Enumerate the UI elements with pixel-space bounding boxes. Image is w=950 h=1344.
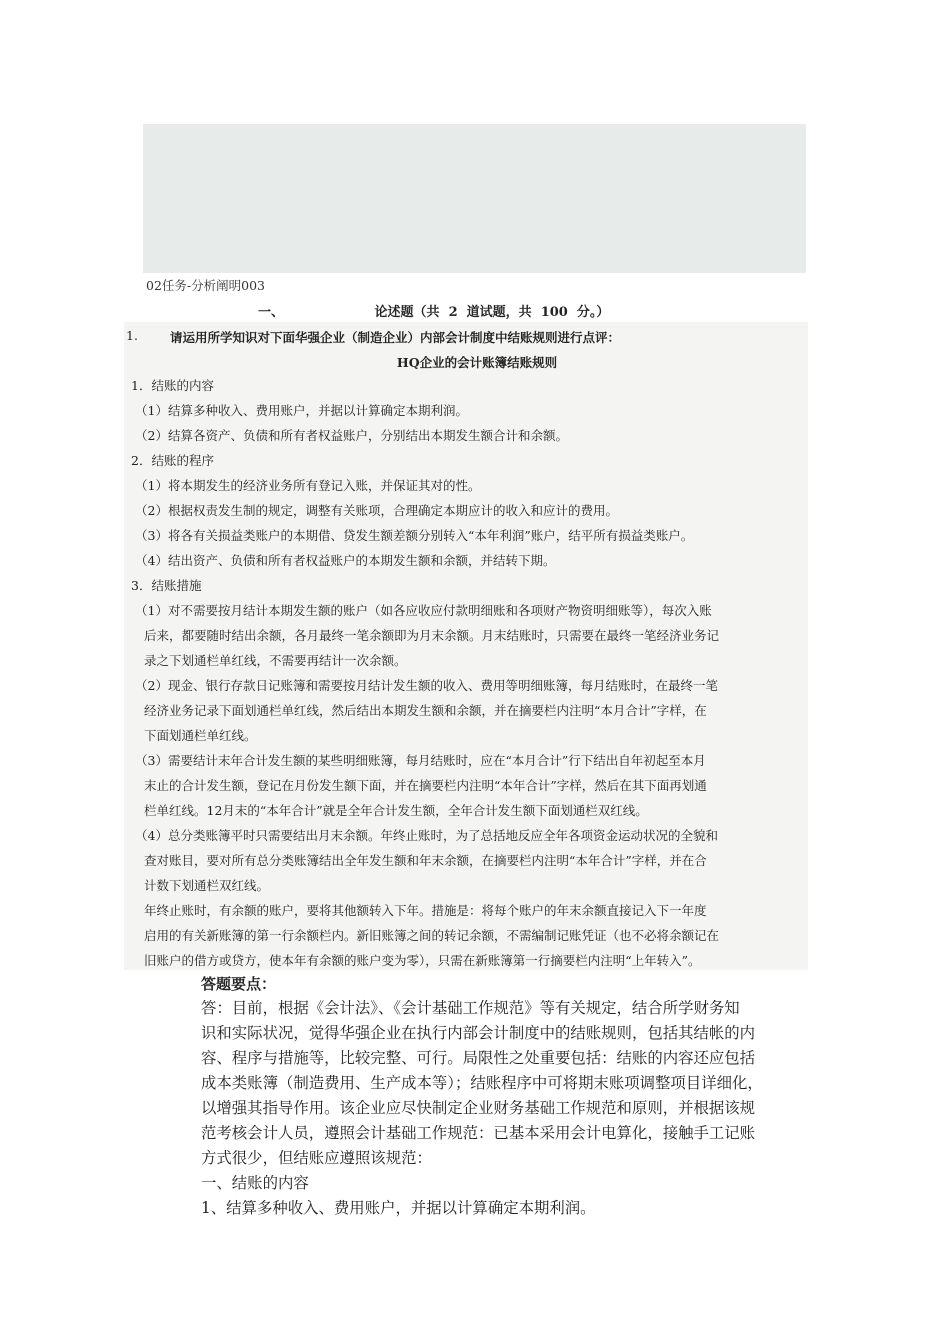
rule-line: 末止的合计发生额，登记在月份发生额下面，并在摘要栏内注明“本年合计”字样，然后在其下面再划通 bbox=[144, 778, 707, 793]
answer-line: 范考核会计人员，遵照会计基础工作规范：已基本采用会计电算化，接触手工记账 bbox=[201, 1124, 756, 1142]
rule-line: 经济业务记录下面划通栏单红线，然后结出本期发生额和余额，并在摘要栏内注明“本月合计”字样，在 bbox=[144, 703, 707, 718]
rule-line: （2）现金、银行存款日记账簿和需要按月结计发生额的收入、费用等明细账簿，每月结账时，在最终一笔 bbox=[135, 678, 718, 693]
rule-line: （1）结算多种收入、费用账户，并据以计算确定本期利润。 bbox=[135, 403, 468, 418]
rule-line: 录之下划通栏单红线，不需要再结计一次余额。 bbox=[144, 653, 407, 668]
rule-line: 后来，都要随时结出余额，各月最终一笔余额即为月末余额。月末结账时，只需要在最终一笔经济业务记 bbox=[144, 628, 720, 643]
answer-line: 1、结算多种收入、费用账户，并据以计算确定本期利润。 bbox=[201, 1199, 596, 1217]
rule-line: （2）结算各资产、负债和所有者权益账户，分别结出本期发生额合计和余额。 bbox=[135, 428, 568, 443]
rule-line: （4）总分类账簿平时只需要结出月末余额。年终止账时，为了总括地反应全年各项资金运动状况的全貌和 bbox=[135, 828, 718, 843]
question-title: HQ企业的会计账簿结账规则 bbox=[396, 355, 558, 370]
rule-line: （1）将本期发生的经济业务所有登记入账，并保证其对的性。 bbox=[135, 478, 481, 493]
question-panel bbox=[124, 322, 808, 970]
answer-body bbox=[201, 996, 811, 1221]
rule-line: （4）结出资产、负债和所有者权益账户的本期发生额和余额，并结转下期。 bbox=[135, 553, 556, 568]
answer-label: 答题要点： bbox=[201, 975, 277, 993]
rule-line: 启用的有关新账簿的第一行余额栏内。新旧账簿之间的转记余额，不需编制记账凭证（也不必将余额记在 bbox=[144, 928, 720, 943]
rule-line: （2）根据权责发生制的规定，调整有关账项，合理确定本期应计的收入和应计的费用。 bbox=[135, 503, 618, 518]
rule-line: 计数下划通栏双红线。 bbox=[144, 878, 270, 893]
rule-line: 旧账户的借方或贷方，使本年有余额的账户变为零），只需在新账簿第一行摘要栏内注明“上年转入”。 bbox=[144, 953, 701, 968]
question-number: 1. bbox=[126, 328, 138, 343]
answer-line: 以增强其指导作用。该企业应尽快制定企业财务基础工作规范和原则，并根据该规 bbox=[201, 1099, 756, 1117]
section-heading: 一、 论述题（共 2 道试题，共 100 分。） bbox=[258, 305, 610, 320]
rule-line: 2．结账的程序 bbox=[131, 453, 214, 468]
rule-line: 1．结账的内容 bbox=[131, 378, 214, 393]
question-prompt: 请运用所学知识对下面华强企业（制造企业）内部会计制度中结账规则进行点评： bbox=[170, 330, 621, 345]
header-image-placeholder bbox=[143, 124, 806, 273]
rule-line: （3）将各有关损益类账户的本期借、贷发生额差额分别转入“本年利润”账户，结平所有损益类账户。 bbox=[135, 528, 694, 543]
answer-line: 成本类账簿（制造费用、生产成本等）；结账程序中可将期末账项调整项目详细化， bbox=[201, 1074, 763, 1092]
answer-line: 方式很少，但结账应遵照该规范： bbox=[201, 1149, 432, 1167]
rule-line: 栏单红线。12月末的“本年合计”就是全年合计发生额，全年合计发生额下面划通栏双红线。 bbox=[144, 803, 648, 818]
document-subtitle: 02任务-分析阐明003 bbox=[146, 278, 265, 293]
answer-line: 答：目前，根据《会计法》、《会计基础工作规范》等有关规定，结合所学财务知 bbox=[201, 999, 740, 1017]
rule-line: （1）对不需要按月结计本期发生额的账户（如各应收应付款明细账和各项财产物资明细账等），每次入账 bbox=[135, 603, 712, 618]
rule-line: 3．结账措施 bbox=[131, 578, 202, 593]
answer-line: 识和实际状况，觉得华强企业在执行内部会计制度中的结账规则，包括其结帐的内 bbox=[201, 1024, 756, 1042]
rule-line: 查对账目，要对所有总分类账簿结出全年发生额和年末余额，在摘要栏内注明“本年合计”字样，并在合 bbox=[144, 853, 707, 868]
rule-line: 年终止账时，有余额的账户，要将其他额转入下年。措施是：将每个账户的年末余额直接记入下一年度 bbox=[144, 903, 707, 918]
rule-line: （3）需要结计末年合计发生额的某些明细账簿，每月结账时，应在“本月合计”行下结出自年初起至本月 bbox=[135, 753, 706, 768]
answer-line: 一、结账的内容 bbox=[201, 1174, 309, 1192]
rule-line: 下面划通栏单红线。 bbox=[144, 728, 257, 743]
answer-line: 容、程序与措施等，比较完整、可行。局限性之处重要包括：结账的内容还应包括 bbox=[201, 1049, 756, 1067]
